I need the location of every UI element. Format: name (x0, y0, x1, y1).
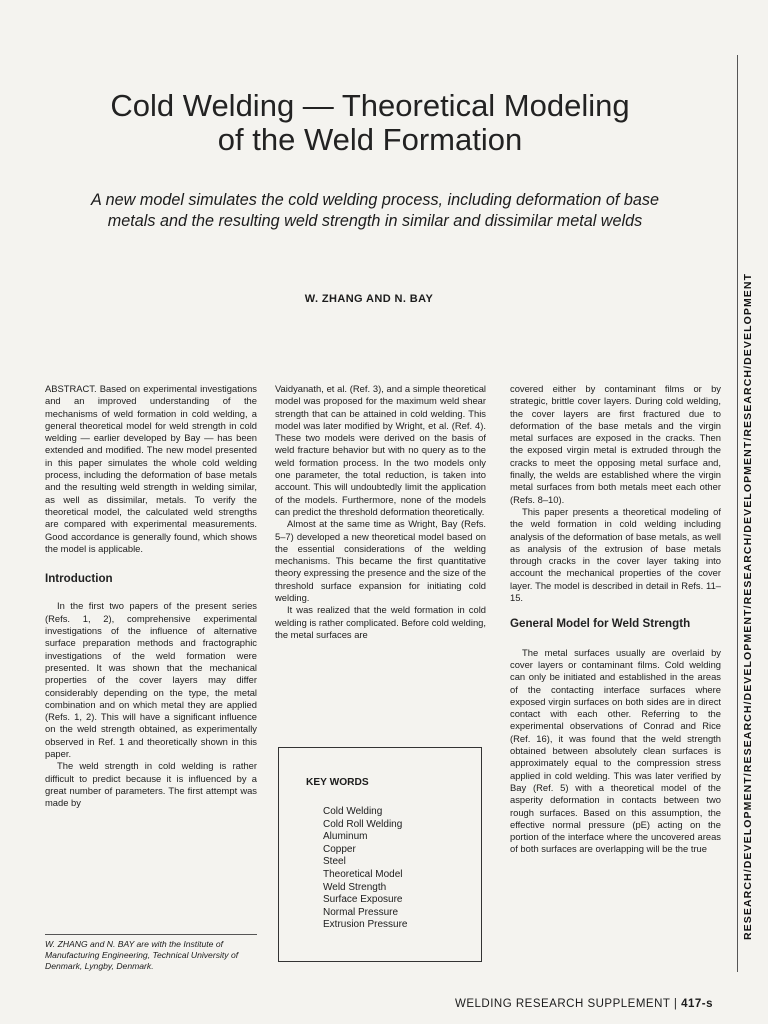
title-line-1: Cold Welding — Theoretical Modeling (110, 87, 630, 123)
column-1 (45, 383, 257, 810)
keywords-box (278, 747, 482, 962)
authors: W. ZHANG AND N. BAY (304, 293, 434, 305)
col2-paragraph-2: Almost at the same time as Wright, Bay (Refs. 5–7) developed a new theoretical model based on the essential considerations of the welding mechanisms. This became the first quantitative theory expressing the presence and the size of the threshold surface expansion for initiating cold welding. (275, 518, 486, 604)
keyword-item: Copper (323, 843, 356, 855)
abstract: ABSTRACT. Based on experimental investigations and an improved understanding of the mechanisms of weld formation in cold welding, a general theoretical model for weld strength in cold welding — earlier developed by Bay — has been extended and modified. The new model presented in this paper simulates the whole cold welding process, including the deformation of base metals and the resulting weld strength in welding similar, as well as dissimilar, metals. To verify the theoretical model, the calculated weld strengths are compared with experimental measurements. Good accordance is generally found, which shows the model is applicable. (45, 383, 257, 554)
section-sidebar-label: RESEARCH/DEVELOPMENT/RESEARCH/DEVELOPMENT/RESEARCH/DEVELOPMENT/RESEARCH/DEVELOPMENT (742, 272, 754, 940)
intro-paragraph-1: In the first two papers of the present series (Refs. 1, 2), comprehensive experimental investigations of the influence of alternative surface preparation methods and fractographic investigations of the weld formation were presented. It was shown that the mechanical properties of the cover layers may differ considerably depending on the type, the metal combination and on which metal they are applied (Refs. 1, 2). This will have a significant influence on the weld strength obtained, as experimentally observed in Ref. 1 and theoretically shown in this paper. (45, 600, 257, 760)
column-3 (510, 383, 721, 856)
sidebar-divider (737, 55, 738, 972)
keyword-item: Extrusion Pressure (323, 919, 408, 931)
col3-paragraph-1: covered either by contaminant films or by strategic, brittle cover layers. During cold welding, the cover layers are first fractured due to deformation of the base metals and the virgin metal surfaces are exposed in the cracks. Then the exposed virgin metal is extruded through the cracks to meet the opposing metal surface and, finally, the welds are established where the virgin metal surfaces from both metals meet each other (Refs. 8–10). (510, 383, 721, 505)
col3-paragraph-2: This paper presents a theoretical modeling of the weld formation in cold welding including analysis of the deformation of base metals, as well as analysis of the extrusion of base metals through cracks in the cover layer taking into account the mechanical properties of the cover layer. The model is described in detail in Refs. 11–15. (510, 505, 721, 604)
keyword-item: Cold Welding (323, 806, 383, 817)
title-line-2: of the Weld Formation (217, 121, 523, 157)
column-2 (275, 383, 486, 641)
keywords-list (323, 806, 407, 932)
subtitle-line-2: metals and the resulting weld strength in similar and dissimilar metal welds (107, 212, 643, 230)
keyword-item: Surface Exposure (323, 894, 403, 906)
section-heading-general-model: General Model for Weld Strength (510, 617, 691, 631)
keyword-item: Cold Roll Welding (323, 818, 403, 830)
author-footnote: W. ZHANG and N. BAY are with the Institute of Manufacturing Engineering, Technical University of Denmark, Lyngby, Denmark. (45, 939, 239, 971)
footer-journal-label: WELDING RESEARCH SUPPLEMENT | (455, 998, 678, 1010)
paper-title (60, 89, 680, 157)
col2-paragraph-1: Vaidyanath, et al. (Ref. 3), and a simple theoretical model was proposed for the maximum weld shear strength that can be attained in cold welding. This model was later modified by Wright, et al. (Ref. 4). These two models were derived on the basis of weld fracture behavior but with no query as to the weld formation process. In the two models only one parameter, the total reduction, is taken into account. This will undoubtedly limit the application of the models. Furthermore, none of the models can predict the threshold deformation theoretically. (275, 383, 486, 517)
section-heading-introduction: Introduction (45, 572, 113, 586)
keyword-item: Normal Pressure (323, 906, 399, 918)
intro-paragraph-2: The weld strength in cold welding is rather difficult to predict because it is influenced by a great number of parameters. The first attempt was made by (45, 760, 257, 809)
keyword-item: Steel (323, 856, 346, 868)
footnote-divider (45, 934, 257, 935)
col3-paragraph-3: The metal surfaces usually are overlaid by cover layers or contaminant films. Cold welding can only be initiated and established in the areas of the contacting interface surfaces where exposed virgin surfaces on both sides are in direct contact with each other. Referring to the experimental observations of Conrad and Rice (Ref. 16), it was found that the weld strength obtained between absolutely clean surfaces is approximately equal to the compression stress applied in cold welding. This was later verified by Bay (Ref. 5) with a theoretical model of the asperity deformation in contacts between two rough surfaces. Based on this assumption, the effective normal pressure (pE) acting on the portion of the interface where the uncovered areas of both surfaces are overlapping will be the true (510, 646, 721, 855)
keyword-item: Weld Strength (323, 881, 387, 893)
running-footer (455, 998, 713, 1010)
keyword-item: Theoretical Model (323, 868, 403, 880)
paper-subtitle (45, 190, 705, 232)
keywords-heading: KEY WORDS (306, 777, 369, 788)
col2-paragraph-3: It was realized that the weld formation in cold welding is rather complicated. Before cold welding, the metal surfaces are (275, 604, 486, 640)
page-number: 417-s (681, 998, 714, 1010)
subtitle-line-1: A new model simulates the cold welding process, including deformation of base (90, 191, 660, 209)
keyword-item: Aluminum (323, 831, 368, 843)
